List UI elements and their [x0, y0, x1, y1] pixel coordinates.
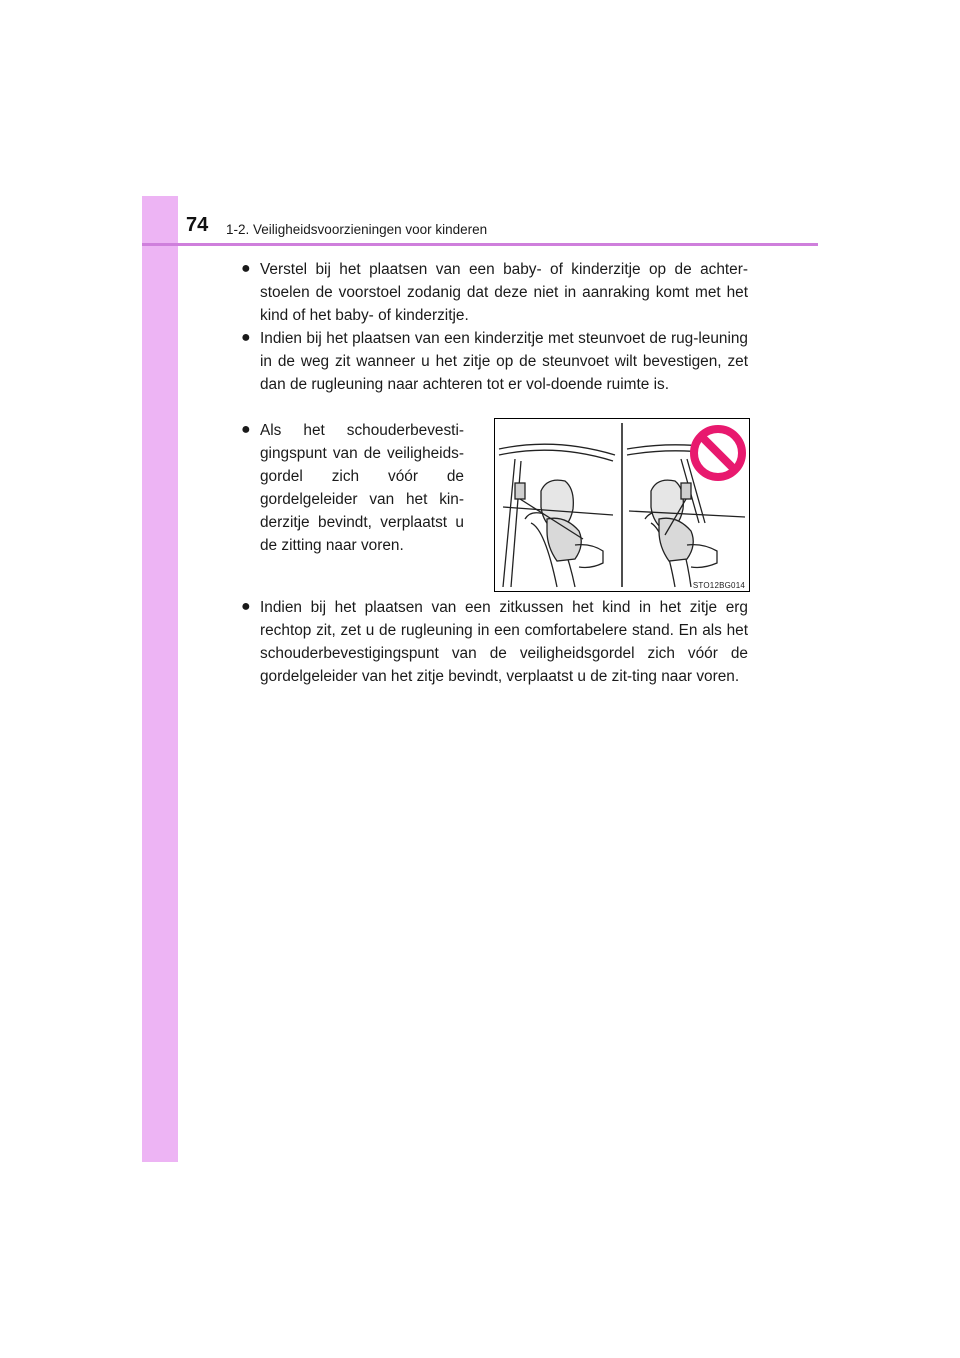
- list-item-text: Als het schouderbevesti-gingspunt van de veiligheids-gordel zich vóór de gordelgeleider van het kin-derzitje bevindt, verplaatst u de zitting naar voren.: [260, 422, 464, 554]
- figure-code: STO12BG014: [692, 581, 745, 590]
- list-item: [242, 596, 748, 688]
- bullet-icon: ●: [241, 260, 251, 277]
- bullet-icon: ●: [241, 329, 251, 346]
- child-seat-illustration: [494, 418, 750, 592]
- bullet-icon: ●: [241, 598, 251, 615]
- list-item-text: Indien bij het plaatsen van een kinderzitje met steunvoet de rug-leuning in de weg zit wanneer u het zitje op de steunvoet wilt bevestigen, zet dan de rugleuning naar achteren tot er vol-doende ruimte is.: [260, 330, 748, 393]
- list-item-text: Verstel bij het plaatsen van een baby- of kinderzitje op de achter-stoelen de voorstoel zodanig dat deze niet in aanraking komt met het kind of het baby- of kinderzitje.: [260, 261, 748, 324]
- page-number: 74: [186, 214, 209, 236]
- list-item: [242, 258, 748, 327]
- header-divider: [142, 243, 818, 246]
- section-title: 1-2. Veiligheidsvoorzieningen voor kinderen: [226, 222, 488, 237]
- bullet-icon: ●: [241, 421, 251, 438]
- seat-drawing: [495, 419, 749, 591]
- list-item-text: Indien bij het plaatsen van een zitkussen het kind in het zitje erg rechtop zit, zet u de rugleuning in een comfortabelere stand. En als het schouderbevestigingspunt van de veiligheidsgordel zich vóór de gordelgeleider van het zitje bevindt, verplaatst u de zit-ting naar voren.: [260, 599, 748, 685]
- list-item: [242, 327, 748, 396]
- chapter-sidebar: [142, 196, 178, 1162]
- list-item: [242, 419, 464, 557]
- prohibited-icon: [694, 429, 742, 477]
